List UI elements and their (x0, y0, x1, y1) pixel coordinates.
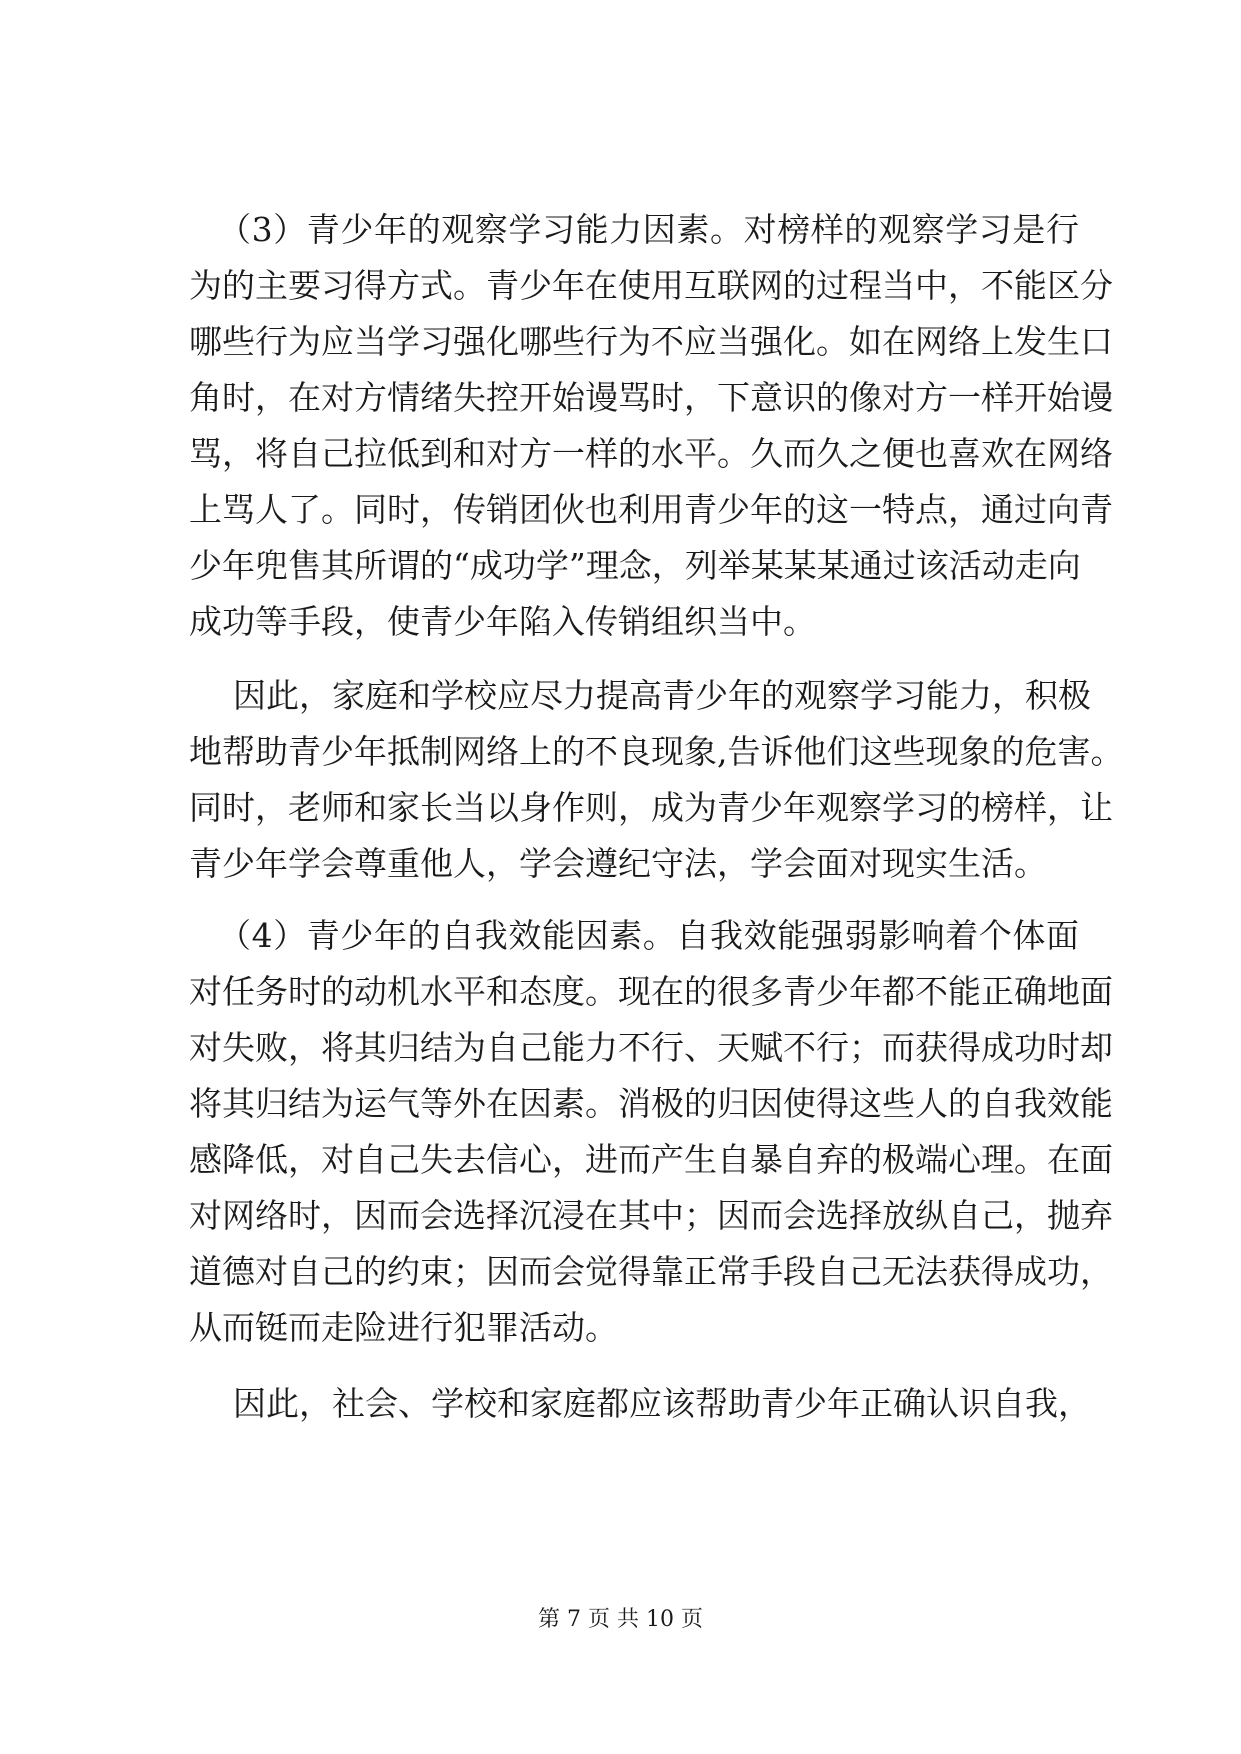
paragraph-line: （4）青少年的自我效能因素。自我效能强弱影响着个体面 (218, 916, 1079, 955)
paragraph-line: 青少年学会尊重他人，学会遵纪守法，学会面对现实生活。 (189, 844, 1047, 883)
paragraph-line: 因此，社会、学校和家庭都应该帮助青少年正确认识自我， (233, 1384, 1091, 1423)
paragraph-line: 哪些行为应当学习强化哪些行为不应当强化。如在网络上发生口 (189, 322, 1113, 361)
paragraph-line: 对失败，将其归结为自己能力不行、天赋不行；而获得成功时却 (189, 1028, 1113, 1067)
paragraph-line: 对任务时的动机水平和态度。现在的很多青少年都不能正确地面 (189, 972, 1113, 1011)
paragraph-line: 将其归结为运气等外在因素。消极的归因使得这些人的自我效能 (189, 1084, 1113, 1123)
paragraph-line: 感降低，对自己失去信心，进而产生自暴自弃的极端心理。在面 (189, 1140, 1113, 1179)
paragraph-line: 骂，将自己拉低到和对方一样的水平。久而久之便也喜欢在网络 (189, 434, 1113, 473)
paragraph-line: 角时，在对方情绪失控开始谩骂时，下意识的像对方一样开始谩 (189, 378, 1113, 417)
paragraph-line: 少年兜售其所谓的“成功学”理念，列举某某某通过该活动走向 (189, 546, 1081, 585)
paragraph-line: 同时，老师和家长当以身作则，成为青少年观察学习的榜样，让 (189, 788, 1113, 827)
paragraph-line: （3）青少年的观察学习能力因素。对榜样的观察学习是行 (218, 210, 1079, 249)
page-number-footer: 第 7 页 共 10 页 (538, 1607, 703, 1632)
paragraph-line: 地帮助青少年抵制网络上的不良现象,告诉他们这些现象的危害。 (189, 732, 1124, 771)
paragraph-line: 为的主要习得方式。青少年在使用互联网的过程当中，不能区分 (189, 266, 1113, 305)
paragraph-line: 从而铤而走险进行犯罪活动。 (189, 1308, 618, 1347)
paragraph-line: 对网络时，因而会选择沉浸在其中；因而会选择放纵自己，抛弃 (189, 1196, 1113, 1235)
paragraph-line: 因此，家庭和学校应尽力提高青少年的观察学习能力，积极 (233, 676, 1091, 715)
paragraph-line: 道德对自己的约束；因而会觉得靠正常手段自己无法获得成功， (189, 1252, 1113, 1291)
paragraph-line: 成功等手段，使青少年陷入传销组织当中。 (189, 602, 816, 641)
paragraph-line: 上骂人了。同时，传销团伙也利用青少年的这一特点，通过向青 (189, 490, 1113, 529)
